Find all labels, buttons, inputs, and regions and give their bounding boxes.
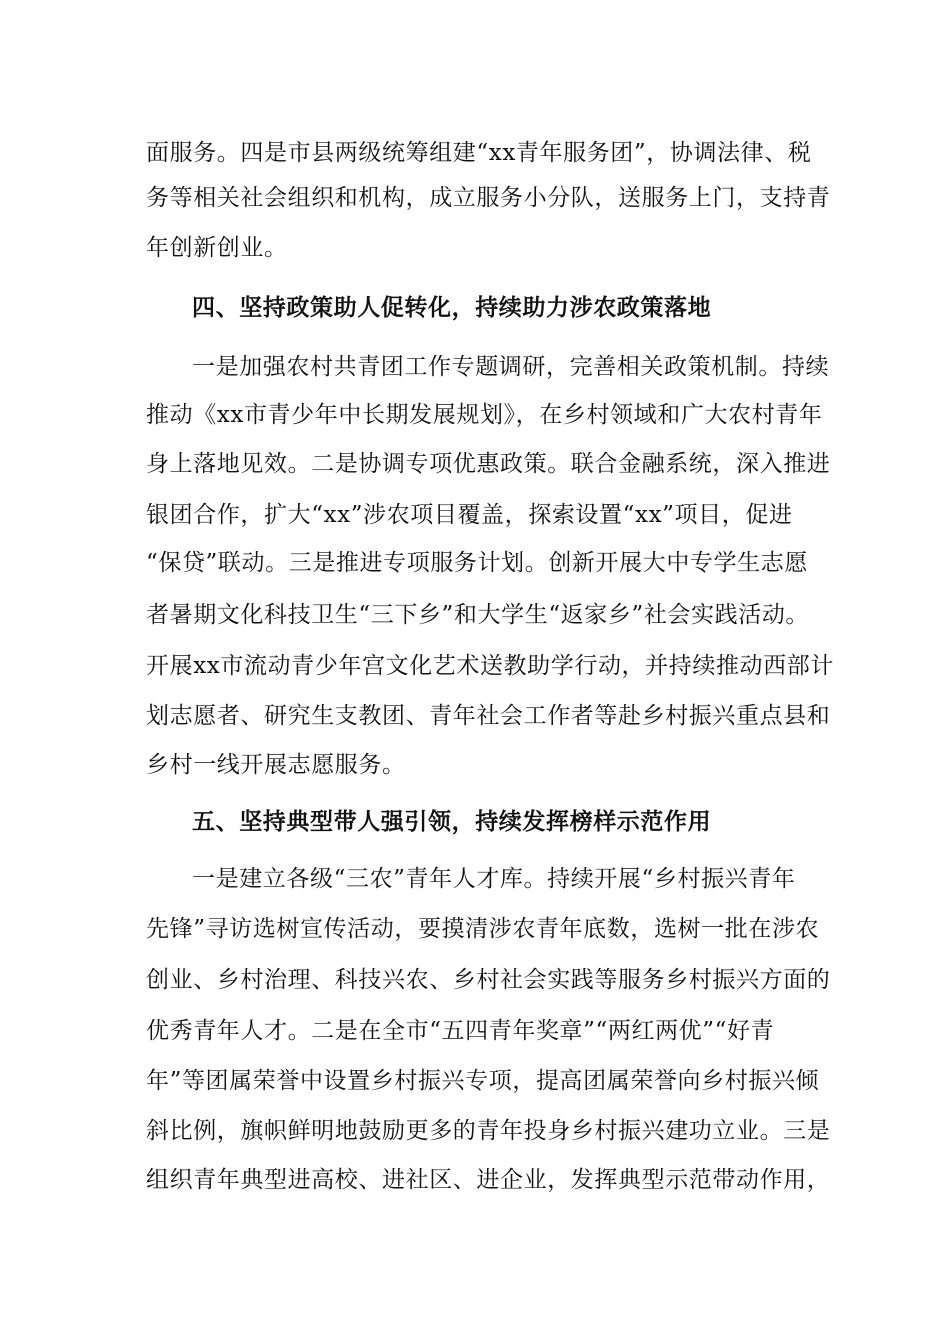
paragraph-line: “保贷”联动。三是推进专项服务计划。创新开展大中专学生志愿 bbox=[146, 550, 808, 576]
paragraph-line: 创业、乡村治理、科技兴农、乡村社会实践等服务乡村振兴方面的 bbox=[146, 967, 831, 993]
paragraph-line: 组织青年典型进高校、进社区、进企业，发挥典型示范带动作用， bbox=[146, 1167, 831, 1193]
paragraph-line: 年创新创业。 bbox=[146, 235, 288, 261]
paragraph-line: 优秀青年人才。二是在全市“五四青年奖章”“两红两优”“好青 bbox=[146, 1018, 775, 1044]
paragraph-line: 面服务。四是市县两级统筹组建“xx青年服务团”，协调法律、税 bbox=[146, 140, 812, 166]
paragraph-line: 身上落地见效。二是协调专项优惠政策。联合金融系统，深入推进 bbox=[146, 451, 831, 477]
paragraph-line: 一是建立各级“三农”青年人才库。持续开展“乡村振兴青年 bbox=[192, 866, 796, 892]
paragraph-line: 乡村一线开展志愿服务。 bbox=[146, 752, 406, 778]
section-4-heading: 四、坚持政策助人促转化，持续助力涉农政策落地 bbox=[192, 294, 712, 321]
paragraph-line: 推动《xx市青少年中长期发展规划》，在乡村领域和广大农村青年 bbox=[146, 402, 823, 428]
paragraph-line: 银团合作，扩大“xx”涉农项目覆盖，探索设置“xx”项目，促进 bbox=[146, 502, 793, 528]
section-5-heading: 五、坚持典型带人强引领，持续发挥榜样示范作用 bbox=[192, 808, 712, 835]
paragraph-line: 划志愿者、研究生支教团、青年社会工作者等赴乡村振兴重点县和 bbox=[146, 703, 831, 729]
paragraph-line: 开展xx市流动青少年宫文化艺术送教助学行动，并持续推动西部计 bbox=[146, 653, 834, 679]
paragraph-line: 务等相关社会组织和机构，成立服务小分队，送服务上门，支持青 bbox=[146, 185, 831, 211]
paragraph-line: 先锋”寻访选树宣传活动，要摸清涉农青年底数，选树一批在涉农 bbox=[146, 916, 820, 942]
paragraph-line: 年”等团属荣誉中设置乡村振兴专项，提高团属荣誉向乡村振兴倾 bbox=[146, 1068, 820, 1094]
paragraph-line: 一是加强农村共青团工作专题调研，完善相关政策机制。持续 bbox=[192, 354, 830, 380]
paragraph-line: 斜比例，旗帜鲜明地鼓励更多的青年投身乡村振兴建功立业。三是 bbox=[146, 1118, 831, 1144]
paragraph-line: 者暑期文化科技卫生“三下乡”和大学生“返家乡”社会实践活动。 bbox=[146, 602, 810, 628]
